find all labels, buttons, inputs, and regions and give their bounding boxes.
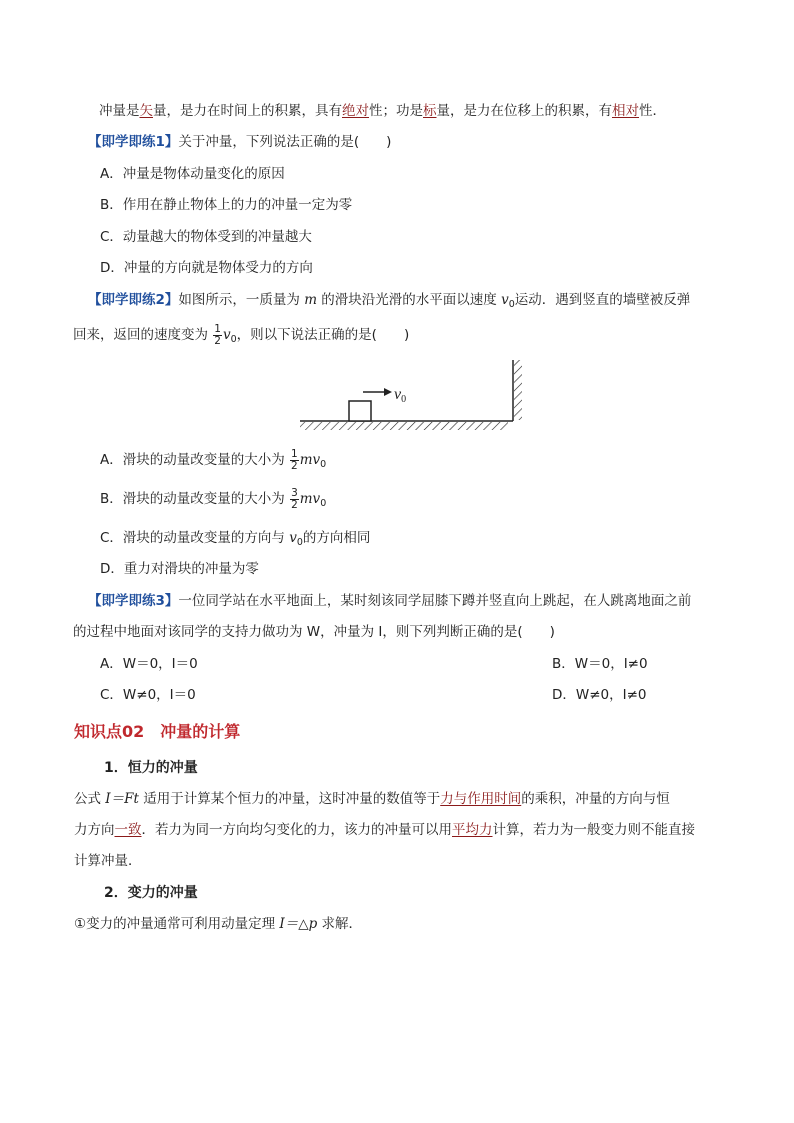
question-text: 回来，返回的速度变为 xyxy=(73,327,213,343)
answer-underline: 相对 xyxy=(612,103,639,119)
question-text: 的滑块沿光滑的水平面以速度 xyxy=(317,292,502,308)
velocity-subscript: 0 xyxy=(320,459,327,470)
intro-text: 冲量是 xyxy=(99,103,140,119)
option-text: C．滑块的动量改变量的方向与 xyxy=(100,530,290,546)
intro-text: 量，是力在位移上的积累，有 xyxy=(436,103,612,119)
momentum-symbol: mv xyxy=(299,452,321,468)
ground-surface xyxy=(300,421,513,430)
exercise-3-option-c: C．W≠0，I＝0 xyxy=(100,687,196,703)
paragraph-text: 求解． xyxy=(317,916,363,932)
sliding-block xyxy=(349,401,371,421)
intro-line xyxy=(99,101,666,121)
exercise-1-option-a: A．冲量是物体动量变化的原因 xyxy=(100,166,285,182)
velocity-subscript: 0 xyxy=(230,334,237,345)
answer-underline: 平均力 xyxy=(452,822,493,838)
question-text: ，则以下说法正确的是( ) xyxy=(236,327,410,343)
fraction-three-halves xyxy=(290,488,299,511)
block-wall-diagram xyxy=(295,355,530,435)
answer-underline: 绝对 xyxy=(342,103,369,119)
exercise-3-option-a: A．W＝0，I＝0 xyxy=(100,656,198,672)
fraction-denominator: 2 xyxy=(291,459,298,472)
exercise-3-question-line1 xyxy=(88,591,691,611)
fraction-numerator: 3 xyxy=(291,486,298,499)
paragraph-text: ①变力的冲量通常可利用动量定理 xyxy=(74,916,280,932)
exercise-3-option-d: D．W≠0，I≠0 xyxy=(552,687,647,703)
fraction-half xyxy=(290,449,299,472)
velocity-arrow xyxy=(363,388,392,396)
exercise-1-option-b: B．作用在静止物体上的力的冲量一定为零 xyxy=(100,197,353,213)
option-text: B．滑块的动量改变量的大小为 xyxy=(100,491,290,507)
paragraph-text: 适用于计算某个恒力的冲量，这时冲量的数值等于 xyxy=(138,791,441,807)
answer-underline: 矢 xyxy=(139,103,153,119)
exercise-tag: 【即学即练1】 xyxy=(88,134,179,150)
question-text: 如图所示，一质量为 xyxy=(178,292,305,308)
exercise-2-option-d: D．重力对滑块的冲量为零 xyxy=(100,561,259,577)
exercise-1-option-c: C．动量越大的物体受到的冲量越大 xyxy=(100,229,312,245)
velocity-subscript: 0 xyxy=(508,299,515,310)
paragraph-text: ．若力为同一方向均匀变化的力，该力的冲量可以用 xyxy=(141,822,452,838)
option-text: A．滑块的动量改变量的大小为 xyxy=(100,452,290,468)
fraction-numerator: 1 xyxy=(214,322,221,335)
velocity-subscript: 0 xyxy=(296,537,303,548)
exercise-2-option-c xyxy=(100,528,370,553)
question-text: 运动．遇到竖直的墙壁被反弹 xyxy=(514,292,691,308)
exercise-2-question-line2 xyxy=(73,320,409,355)
velocity-subscript: 0 xyxy=(320,498,327,509)
intro-text: 性． xyxy=(639,103,666,119)
intro-text: 量，是力在时间上的积累，具有 xyxy=(153,103,342,119)
wall xyxy=(513,360,522,421)
exercise-1-option-d: D．冲量的方向就是物体受力的方向 xyxy=(100,260,313,276)
answer-underline: 一致 xyxy=(114,822,142,838)
momentum-symbol: mv xyxy=(299,491,321,507)
paragraph-text: 公式 xyxy=(74,791,106,807)
exercise-tag: 【即学即练2】 xyxy=(88,292,179,308)
velocity-symbol: v xyxy=(289,530,297,546)
velocity-label: v0 xyxy=(394,386,407,405)
exercise-1-question xyxy=(88,132,391,152)
section-paragraph-line3: 计算冲量． xyxy=(74,853,142,869)
fraction-half xyxy=(213,324,222,347)
section-heading: 知识点02 冲量的计算 xyxy=(74,722,241,741)
exercise-3-option-b: B．W＝0，I≠0 xyxy=(552,656,648,672)
exercise-2-option-b xyxy=(100,485,326,518)
section-paragraph-line4 xyxy=(74,914,362,934)
impulse-formula: I＝Ft xyxy=(105,791,139,807)
question-text: 关于冲量，下列说法正确的是( ) xyxy=(178,134,392,150)
paragraph-text: 的乘积，冲量的方向与恒 xyxy=(521,791,670,807)
exercise-tag: 【即学即练3】 xyxy=(88,593,179,609)
intro-text: 性；功是 xyxy=(369,103,423,119)
exercise-2-question-line1 xyxy=(88,290,690,315)
subheading-variable-force: 2．变力的冲量 xyxy=(104,885,198,901)
fraction-numerator: 1 xyxy=(291,447,298,460)
fraction-denominator: 2 xyxy=(291,498,298,511)
subheading-constant-force: 1．恒力的冲量 xyxy=(104,760,198,776)
velocity-symbol: v xyxy=(501,292,509,308)
paragraph-text: 力方向 xyxy=(74,822,115,838)
momentum-theorem-formula: I＝△p xyxy=(279,916,318,932)
exercise-2-option-a xyxy=(100,446,326,479)
section-paragraph-line2 xyxy=(74,820,695,840)
exercise-3-question-line2: 的过程中地面对该同学的支持力做功为 W，冲量为 I，则下列判断正确的是( ) xyxy=(73,624,555,640)
paragraph-text: 计算，若力为一般变力则不能直接 xyxy=(492,822,695,838)
fraction-denominator: 2 xyxy=(214,334,221,347)
answer-underline: 力与作用时间 xyxy=(440,791,522,807)
question-text: 一位同学站在水平地面上，某时刻该同学屈膝下蹲并竖直向上跳起，在人跳离地面之前 xyxy=(178,593,692,609)
section-paragraph-line1 xyxy=(74,789,670,809)
mass-symbol: m xyxy=(304,292,318,308)
option-text: 的方向相同 xyxy=(302,530,371,546)
velocity-symbol: v xyxy=(222,327,231,343)
answer-underline: 标 xyxy=(423,103,437,119)
